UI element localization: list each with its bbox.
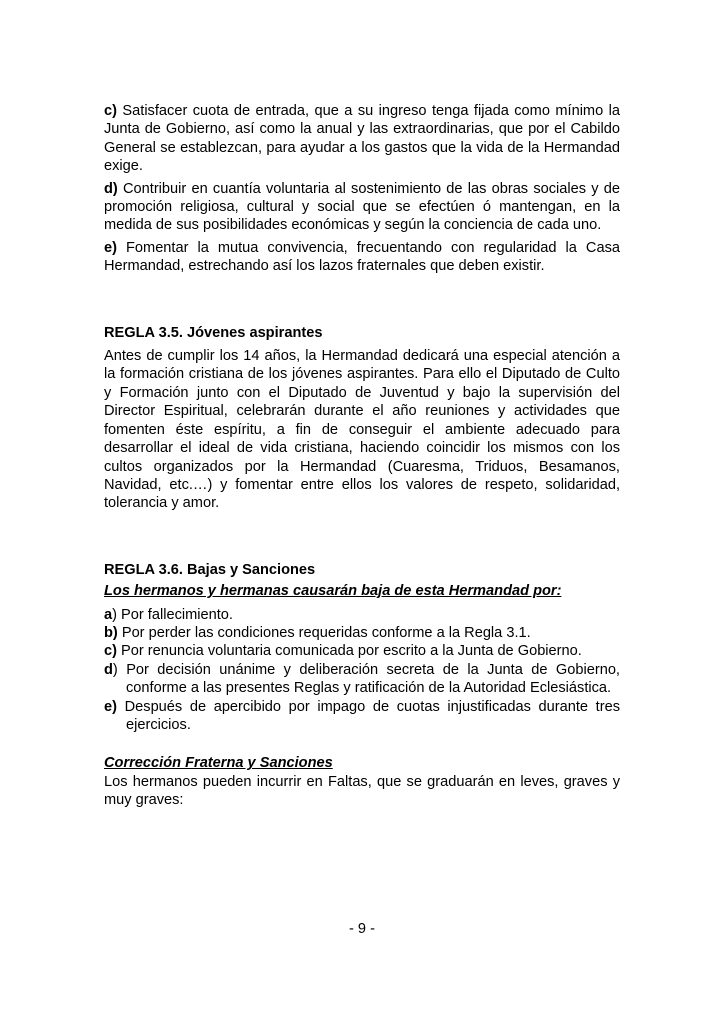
item-letter: d) [104,180,118,197]
document-page [104,102,620,810]
regla-3-6-heading: REGLA 3.6. Bajas y Sanciones [104,561,316,578]
regla-3-5-heading: REGLA 3.5. Jóvenes aspirantes [104,324,323,341]
paragraph-d [104,180,620,235]
paragraph-e [104,239,620,276]
item-text: ) Por decisión unánime y deliberación secreta de la Junta de Gobierno, conforme a las presentes Reglas y ratificación de la Autoridad Eclesiástica. [112,661,620,697]
item-letter: e) [104,698,117,715]
list-item [104,624,620,642]
list-item [104,642,620,660]
regla-3-6-subheading: Los hermanos y hermanas causarán baja de esta Hermandad por: [104,583,562,600]
list-item [104,698,620,735]
item-text: Satisfacer cuota de entrada, que a su ingreso tenga fijada como mínimo la Junta de Gobierno, así como la anual y las extraordinarias, que por el Cabildo General se establezcan, para ayudar a los gastos que la vida de la Hermandad exige. [104,103,620,175]
correccion-body: Los hermanos pueden incurrir en Faltas, que se graduarán en leves, graves y muy graves: [104,773,620,809]
item-letter: c) [104,643,117,660]
page-number: - 9 - [349,921,375,937]
item-text: Por perder las condiciones requeridas conforme a la Regla 3.1. [117,624,531,641]
item-text: Después de apercibido por impago de cuotas injustificadas durante tres ejercicios. [116,698,620,733]
item-letter: e) [104,239,117,256]
list-item [104,606,620,624]
list-item [104,661,620,698]
item-letter: b) [104,624,118,641]
paragraph-c [104,102,620,176]
item-letter: a [104,606,113,623]
item-letter: c) [104,103,117,119]
item-text: ) Por fallecimiento. [112,606,233,623]
item-text: Por renuncia voluntaria comunicada por escrito a la Junta de Gobierno. [116,643,582,660]
item-text: Contribuir en cuantía voluntaria al sostenimiento de las obras sociales y de promoción religiosa, cultural y social que se efectúen ó mantengan, en la medida de sus posibilidades económicas y según la conciencia de cada uno. [104,180,620,234]
correccion-heading: Corrección Fraterna y Sanciones [104,755,333,772]
item-letter: d [104,661,113,678]
item-text: Fomentar la mutua convivencia, frecuentando con regularidad la Casa Hermandad, estrechando así los lazos fraternales que deben existir. [104,239,620,275]
regla-3-5-body: Antes de cumplir los 14 años, la Hermandad dedicará una especial atención a la formación cristiana de los jóvenes aspirantes. Para ello el Diputado de Culto y Formación junto con el Diputado de Juventud y bajo la supervisión del Director Espiritual, celebrarán durante el año reuniones y actividades que fomenten éste espíritu, a fin de conseguir el ambiente adecuado para desarrollar el ideal de vida cristiana, haciendo coincidir los mismos con los cultos organizados por la Hermandad (Cuaresma, Triduos, Besamanos, Navidad, etc.…) y fomentar entre ellos los valores de respeto, solidaridad, tolerancia y amor. [104,348,620,512]
